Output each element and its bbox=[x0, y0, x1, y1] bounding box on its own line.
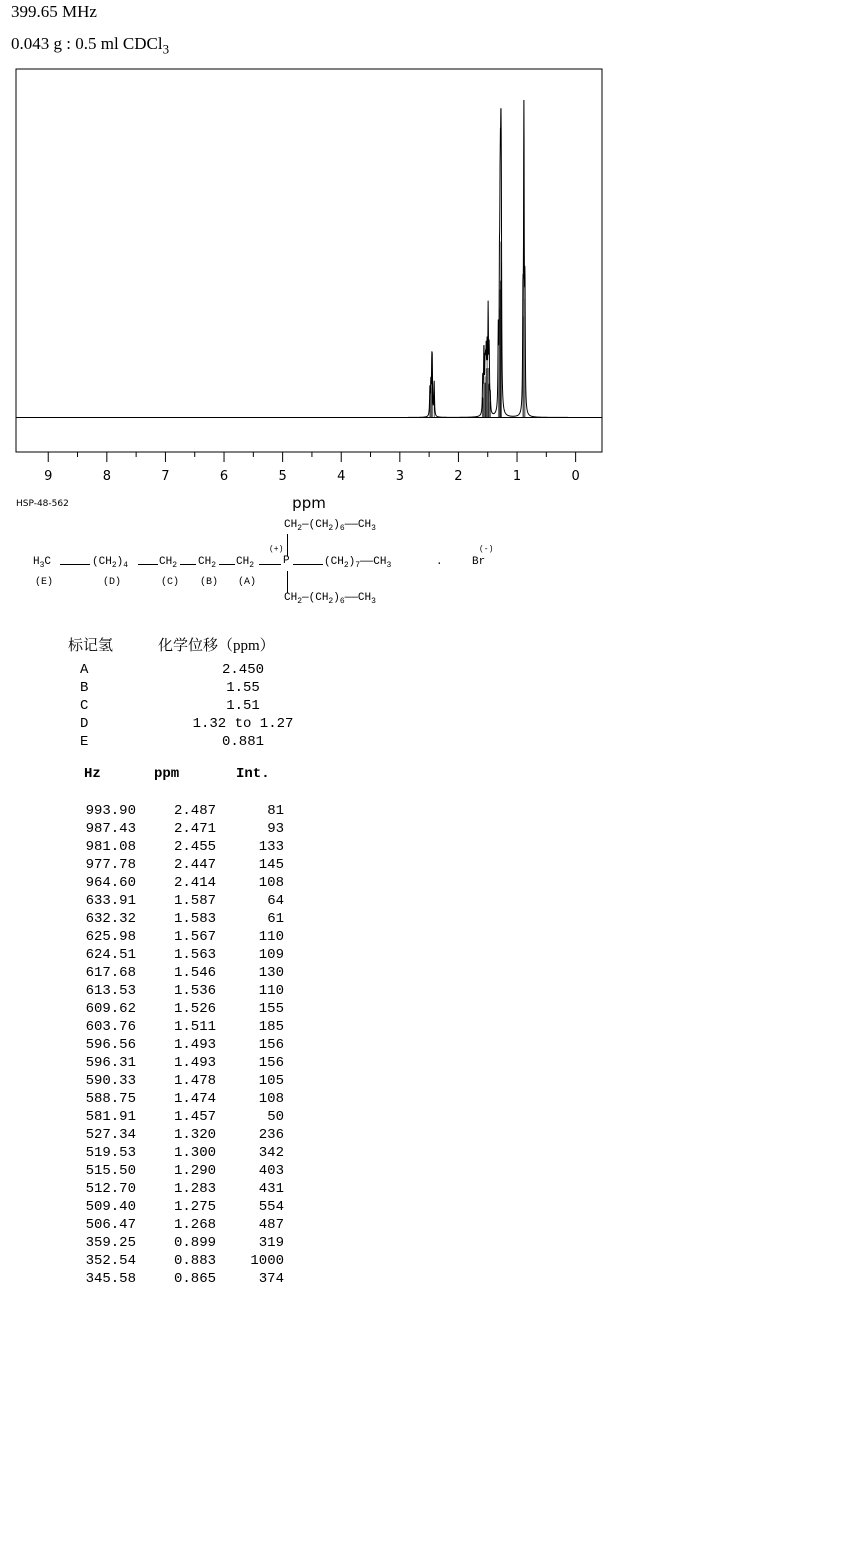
top-chain: $CH_2—(CH_2)_6——CH_3$ bbox=[284, 519, 376, 534]
peak-ppm: 1.275 bbox=[173, 1199, 216, 1215]
x-axis bbox=[44, 452, 580, 484]
label-e: (E) bbox=[35, 577, 54, 588]
peak-ppm: 1.457 bbox=[173, 1109, 216, 1125]
peak-int: 156 bbox=[258, 1037, 284, 1053]
peak-hz: 633.91 bbox=[85, 893, 136, 909]
peak-ppm: 1.283 bbox=[173, 1181, 216, 1197]
peak-ppm: 1.493 bbox=[173, 1037, 216, 1053]
peak-hz: 359.25 bbox=[85, 1235, 136, 1251]
peak-ppm: 1.300 bbox=[173, 1145, 216, 1161]
peak-int: 185 bbox=[258, 1019, 284, 1035]
peak-ppm: 1.563 bbox=[173, 947, 216, 963]
peak-ppm: 0.865 bbox=[173, 1271, 216, 1287]
x-tick-label: 2 bbox=[454, 469, 463, 484]
peak-hz: 596.56 bbox=[85, 1037, 136, 1053]
peak-ppm: 1.526 bbox=[173, 1001, 216, 1017]
sample-description bbox=[11, 34, 169, 57]
peak-ppm: 2.447 bbox=[173, 857, 216, 873]
spectrum-trace bbox=[16, 100, 602, 418]
bottom-chain: $CH_2—(CH_2)_6——CH_3$ bbox=[284, 592, 376, 607]
peak-ppm: 1.583 bbox=[173, 911, 216, 927]
sample-text: 0.043 g : 0.5 ml CDCl bbox=[11, 34, 163, 53]
bond-e-d bbox=[60, 564, 90, 565]
peak-int: 93 bbox=[267, 821, 284, 837]
peak-ppm: 1.587 bbox=[173, 893, 216, 909]
plot-frame bbox=[16, 69, 602, 452]
peak-int: 156 bbox=[258, 1055, 284, 1071]
phosphorus-atom: P bbox=[283, 555, 290, 567]
peak-hz: 581.91 bbox=[85, 1109, 136, 1125]
peak-int: 110 bbox=[258, 929, 284, 945]
peak-int: 64 bbox=[267, 893, 284, 909]
peak-hz: 345.58 bbox=[85, 1271, 136, 1287]
peak-hz: 527.34 bbox=[85, 1127, 136, 1143]
peak-ppm: 1.474 bbox=[173, 1091, 216, 1107]
x-tick-label: 8 bbox=[102, 469, 111, 484]
x-axis-label: ppm bbox=[292, 494, 326, 512]
peak-hz: 512.70 bbox=[85, 1181, 136, 1197]
peak-int: 108 bbox=[258, 1091, 284, 1107]
peak-int: 50 bbox=[267, 1109, 284, 1125]
label-c: (C) bbox=[161, 577, 180, 588]
sample-subscript: 3 bbox=[162, 41, 170, 57]
peak-header-int: Int. bbox=[236, 766, 270, 782]
peak-hz: 993.90 bbox=[85, 803, 136, 819]
assignment-header-label: 标记氢 bbox=[68, 638, 114, 654]
bond-bottom bbox=[287, 571, 288, 593]
peak-ppm: 1.268 bbox=[173, 1217, 216, 1233]
assignment-shift: 2.450 bbox=[221, 662, 264, 678]
peak-int: 133 bbox=[258, 839, 284, 855]
group-a: $CH_2$ bbox=[236, 556, 255, 571]
peak-ppm: 1.478 bbox=[173, 1073, 216, 1089]
peak-int: 554 bbox=[258, 1199, 284, 1215]
bond-c-b bbox=[180, 564, 196, 565]
label-d: (D) bbox=[103, 577, 122, 588]
bromide-ion: Br bbox=[472, 556, 486, 568]
peak-hz: 964.60 bbox=[85, 875, 136, 891]
group-e: $H_3C$ bbox=[33, 556, 52, 571]
phosphonium-charge: (+) bbox=[269, 545, 284, 554]
peak-hz: 506.47 bbox=[85, 1217, 136, 1233]
spectrometer-frequency: 399.65 MHz bbox=[11, 2, 97, 21]
bond-top bbox=[287, 534, 288, 556]
peak-ppm: 1.511 bbox=[173, 1019, 216, 1035]
x-tick-label: 3 bbox=[395, 469, 404, 484]
x-tick-label: 9 bbox=[44, 469, 53, 484]
peak-int: 342 bbox=[258, 1145, 284, 1161]
peak-int: 61 bbox=[267, 911, 284, 927]
peak-ppm: 1.546 bbox=[173, 965, 216, 981]
assignment-label: E bbox=[80, 734, 89, 750]
peak-ppm: 1.493 bbox=[173, 1055, 216, 1071]
label-b: (B) bbox=[200, 577, 219, 588]
peak-hz: 609.62 bbox=[85, 1001, 136, 1017]
x-tick-label: 0 bbox=[571, 469, 580, 484]
assignment-shift: 1.51 bbox=[226, 698, 260, 714]
peak-hz: 352.54 bbox=[85, 1253, 136, 1269]
peak-marks bbox=[430, 100, 525, 418]
x-tick-label: 7 bbox=[161, 469, 170, 484]
peak-int: 109 bbox=[258, 947, 284, 963]
peak-hz: 596.31 bbox=[85, 1055, 136, 1071]
peak-hz: 625.98 bbox=[85, 929, 136, 945]
peak-ppm: 1.320 bbox=[173, 1127, 216, 1143]
label-a: (A) bbox=[238, 577, 257, 588]
peak-ppm: 0.883 bbox=[173, 1253, 216, 1269]
bond-b-a bbox=[219, 564, 235, 565]
bond-d-c bbox=[138, 564, 158, 565]
peak-hz: 519.53 bbox=[85, 1145, 136, 1161]
group-d: $(CH_2)_4$ bbox=[92, 556, 129, 571]
peak-int: 105 bbox=[258, 1073, 284, 1089]
sample-code: HSP-48-562 bbox=[16, 499, 69, 509]
peak-ppm: 2.455 bbox=[173, 839, 216, 855]
assignment-label: D bbox=[80, 716, 89, 732]
x-tick-label: 6 bbox=[219, 469, 229, 484]
peak-int: 155 bbox=[258, 1001, 284, 1017]
peak-header-hz: Hz bbox=[84, 766, 101, 782]
peak-int: 403 bbox=[258, 1163, 284, 1179]
peak-hz: 632.32 bbox=[85, 911, 136, 927]
right-chain: $(CH_2)_7——CH_3$ bbox=[324, 556, 392, 571]
assignment-shift: 1.55 bbox=[226, 680, 260, 696]
peak-header-ppm: ppm bbox=[154, 766, 180, 782]
bond-p-right bbox=[293, 564, 323, 565]
peak-ppm: 1.290 bbox=[173, 1163, 216, 1179]
assignment-label: C bbox=[80, 698, 89, 714]
peak-hz: 977.78 bbox=[85, 857, 136, 873]
group-c: $CH_2$ bbox=[159, 556, 178, 571]
group-b: $CH_2$ bbox=[198, 556, 217, 571]
peak-ppm: 2.414 bbox=[173, 875, 216, 891]
molecular-structure bbox=[30, 515, 494, 610]
peak-hz: 603.76 bbox=[85, 1019, 136, 1035]
peak-ppm: 2.487 bbox=[173, 803, 216, 819]
bromide-charge: (-) bbox=[479, 545, 494, 554]
peak-hz: 617.68 bbox=[85, 965, 136, 981]
assignment-shift: 0.881 bbox=[221, 734, 264, 750]
salt-dot: . bbox=[436, 556, 443, 568]
peak-hz: 987.43 bbox=[85, 821, 136, 837]
x-tick-label: 5 bbox=[278, 469, 287, 484]
peak-int: 108 bbox=[258, 875, 284, 891]
x-tick-label: 4 bbox=[337, 469, 346, 484]
assignment-label: B bbox=[80, 680, 89, 696]
assignment-header-shift: 化学位移（ppm） bbox=[158, 638, 275, 654]
peak-int: 431 bbox=[258, 1181, 284, 1197]
peak-int: 1000 bbox=[250, 1253, 284, 1269]
peak-ppm: 1.536 bbox=[173, 983, 216, 999]
assignment-label: A bbox=[80, 662, 89, 678]
peak-hz: 981.08 bbox=[85, 839, 136, 855]
peak-hz: 588.75 bbox=[85, 1091, 136, 1107]
peak-int: 81 bbox=[267, 803, 284, 819]
peak-int: 319 bbox=[258, 1235, 284, 1251]
peak-hz: 613.53 bbox=[85, 983, 136, 999]
peak-int: 236 bbox=[258, 1127, 284, 1143]
peak-hz: 509.40 bbox=[85, 1199, 136, 1215]
bond-a-p bbox=[259, 564, 281, 565]
assignment-shift: 1.32 to 1.27 bbox=[192, 716, 294, 732]
x-tick-label: 1 bbox=[512, 469, 522, 484]
peak-ppm: 2.471 bbox=[173, 821, 216, 837]
peak-hz: 590.33 bbox=[85, 1073, 136, 1089]
peak-hz: 624.51 bbox=[85, 947, 136, 963]
peak-int: 374 bbox=[258, 1271, 284, 1287]
peak-int: 487 bbox=[258, 1217, 284, 1233]
peak-int: 145 bbox=[258, 857, 284, 873]
peak-ppm: 0.899 bbox=[173, 1235, 216, 1251]
peak-ppm: 1.567 bbox=[173, 929, 216, 945]
peak-hz: 515.50 bbox=[85, 1163, 136, 1179]
peak-int: 130 bbox=[258, 965, 284, 981]
peak-int: 110 bbox=[258, 983, 284, 999]
